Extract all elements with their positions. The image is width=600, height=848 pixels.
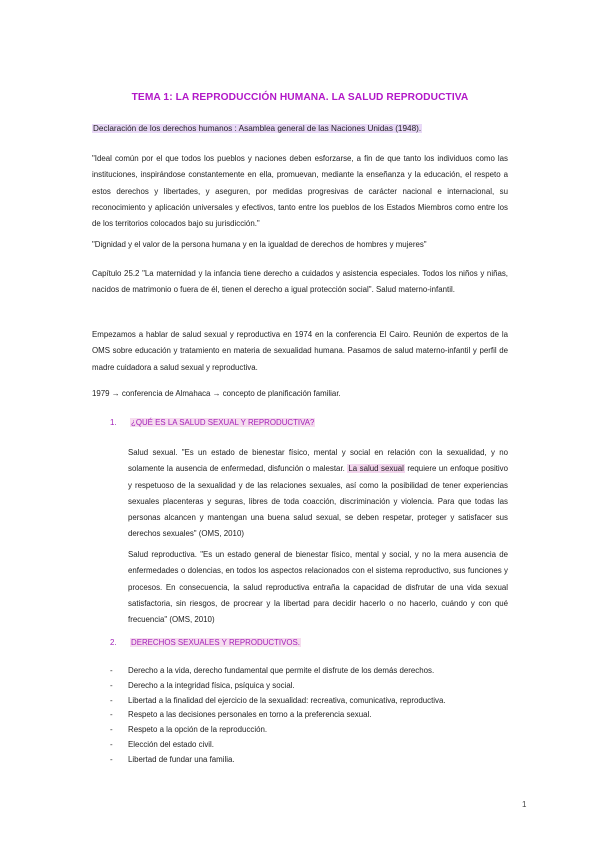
rights-list (110, 664, 446, 768)
list-item: - Derecho a la integridad física, psíquica y social. (110, 679, 446, 694)
section-1-heading (110, 418, 315, 427)
section-2-number: 2. (110, 638, 117, 647)
page-number: 1 (522, 800, 527, 809)
bullet-dash: - (110, 695, 113, 705)
bullet-dash: - (110, 680, 113, 690)
bullet-dash: - (110, 754, 113, 764)
list-item: - Respeto a las decisiones personales en torno a la preferencia sexual. (110, 708, 446, 723)
sexual-health-lead: Salud sexual. "Es un estado de bienestar físico, mental y social en relación con la sexualidad, y no solamente la ausencia de enfermedad, disfunción o malestar. (128, 448, 508, 474)
sexual-health-highlight: La salud sexual (348, 464, 404, 474)
declaration-line: Declaración de los derechos humanos : Asamblea general de las Naciones Unidas (1948). (93, 124, 422, 133)
list-item: - Derecho a la vida, derecho fundamental que permite el disfrute de los demás derechos. (110, 664, 446, 679)
list-item: - Elección del estado civil. (110, 738, 446, 753)
section-2-heading (110, 638, 301, 647)
sexual-health-paragraph (128, 445, 508, 543)
bullet-dash: - (110, 739, 113, 749)
sexual-health-rest: requiere un enfoque positivo y respetuoso de la sexualidad y de las relaciones sexuales, así como la posibilidad de tener experiencias sexuales placenteras y seguras, libres de toda coacción, discriminación y violencia. Para que todas las personas alcancen y mantengan una buena salud sexual, se deben respetar, proteger y satisfacer sus derechos sexuales" (OMS, 2010) (128, 464, 508, 539)
reproductive-health-paragraph: Salud reproductiva. "Es un estado general de bienestar físico, mental y social, y no la mera ausencia de enfermedades o dolencias, en todos los aspectos relacionados con el sistema reproductivo, sus funciones y procesos. En consecuencia, la salud reproductiva entraña la capacidad de disfrutar de una vida sexual satisfactoria, sin riesgos, de procrear y la libertad para decidir hacerlo o no hacerlo, cuándo y con qué frecuencia" (OMS, 2010) (128, 550, 508, 625)
section-1-title: ¿QUÉ ES LA SALUD SEXUAL Y REPRODUCTIVA? (131, 418, 315, 427)
list-item: - Libertad a la finalidad del ejercicio de la sexualidad: recreativa, comunicativa, reproductiva. (110, 694, 446, 709)
intro-paragraph: Empezamos a hablar de salud sexual y reproductiva en 1974 en la conferencia El Cairo. Reunión de expertos de la OMS sobre educación y tratamiento en materia de sexualidad humana. Pasamos de salud materno-infantil y perfil de madre cuidadora a salud sexual y reproductiva. (92, 330, 508, 372)
almahaca-line: 1979 → conferencia de Almahaca → concepto de planificación familiar. (92, 389, 341, 398)
list-item: - Libertad de fundar una familia. (110, 753, 446, 768)
section-2-title: DERECHOS SEXUALES Y REPRODUCTIVOS. (131, 638, 300, 647)
quote-paragraph-2: "Dignidad y el valor de la persona humana y en la igualdad de derechos de hombres y mujeres" (92, 240, 427, 249)
chapter-paragraph: Capítulo 25.2 "La maternidad y la infancia tiene derecho a cuidados y asistencia especiales. Todos los niños y niñas, nacidos de matrimonio o fuera de él, tienen el derecho a igual protección social". Salud materno-infantil. (92, 269, 508, 295)
bullet-dash: - (110, 725, 113, 735)
bullet-dash: - (110, 666, 113, 675)
bullet-dash: - (110, 710, 113, 720)
section-1-number: 1. (110, 418, 117, 427)
quote-paragraph-1: "Ideal común por el que todos los pueblos y naciones deben esforzarse, a fin de que tanto los individuos como las instituciones, inspirándose constantemente en ella, promuevan, mediante la enseñanza y la educación, el respeto a estos derechos y libertades, y aseguren, por medidas progresivas de carácter nacional e internacional, su reconocimiento y aplicación universales y efectivos, tanto entre los pueblos de los Estados Miembros como entre los de los territorios colocados bajo su jurisdicción." (92, 154, 508, 229)
list-item: - Respeto a la opción de la reproducción. (110, 723, 446, 738)
document-title: TEMA 1: LA REPRODUCCIÓN HUMANA. LA SALUD REPRODUCTIVA (131, 92, 469, 103)
